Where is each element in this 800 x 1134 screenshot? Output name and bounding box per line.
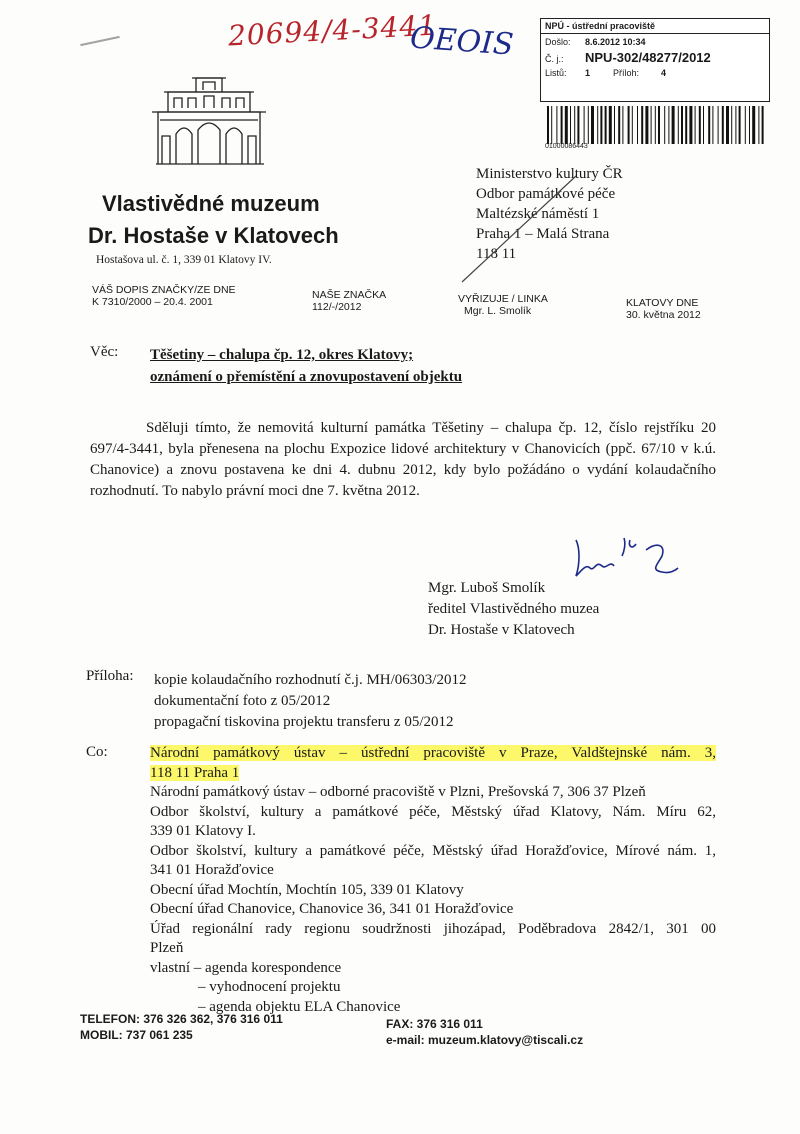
distribution-item: Obecní úřad Chanovice, Chanovice 36, 341 01 Horažďovice xyxy=(150,901,514,917)
subject-line1: Těšetiny – chalupa čp. 12, okres Klatovy; xyxy=(150,347,414,363)
recipient-line: Odbor památkové péče xyxy=(476,186,616,202)
footer-contact-phones xyxy=(80,1011,283,1043)
footer-mobile: MOBIL: 737 061 235 xyxy=(80,1028,193,1042)
attachment-item: propagační tiskovina projektu transferu z 05/2012 xyxy=(154,714,454,730)
distribution-item: vlastní – agenda korespondence xyxy=(150,959,342,976)
distribution-item: Odbor školství, kultury a památkové péče, Městský úřad Klatovy, Nám. Míru 62, xyxy=(150,803,716,820)
distribution-list xyxy=(150,744,716,1017)
attachments-list xyxy=(154,670,466,733)
signer-block xyxy=(428,578,599,641)
your-ref-field xyxy=(92,284,236,308)
distribution-item: Odbor školství, kultury a památkové péče, Městský úřad Horažďovice, Mírové nám. 1, xyxy=(150,842,716,859)
recipient-line: 118 11 xyxy=(476,246,517,262)
distribution-item: – vyhodnocení projektu xyxy=(198,979,341,995)
barcode xyxy=(545,106,767,144)
museum-address: Hostašova ul. č. 1, 339 01 Klatovy IV. xyxy=(96,254,272,266)
signer-title: Dr. Hostaše v Klatovech xyxy=(428,622,575,638)
recipient-line: Praha 1 – Malá Strana xyxy=(476,226,610,242)
attachment-item: kopie kolaudačního rozhodnutí č.j. MH/06303/2012 xyxy=(154,672,467,688)
handwritten-department: OEOIS xyxy=(408,20,515,63)
distribution-item-highlighted: 118 11 Praha 1 xyxy=(150,764,240,781)
letter-body: Sděluji tímto, že nemovitá kulturní památka Těšetiny – chalupa čp. 12, číslo rejstříku 20 697/4-3441, byla přenesena na plochu Expozice lidové architektury v Chanovicích (ppč. 67/10 v k.ú. Chanovice) a znovu postavena ke dni 4. dubnu 2012, kdy bylo požádáno o vydání kolaudačního rozhodnutí. To nabylo právní moci dne 7. května 2012. xyxy=(90,420,716,499)
signer-name: Mgr. Luboš Smolík xyxy=(428,580,546,596)
footer-phone: TELEFON: 376 326 362, 376 316 011 xyxy=(80,1012,283,1026)
registry-stamp xyxy=(540,18,770,102)
date-value: 30. května 2012 xyxy=(626,309,701,321)
distribution-item: – agenda objektu ELA Chanovice xyxy=(198,998,401,1015)
barcode-number: 01000086443 xyxy=(545,143,588,150)
stamp-received-value: 8.6.2012 10:34 xyxy=(585,37,646,47)
subject-line2: oznámení o přemístění a znovupostavení objektu xyxy=(150,369,463,385)
distribution-item: 341 01 Horažďovice xyxy=(150,862,274,878)
footer-email: e-mail: muzeum.klatovy@tiscali.cz xyxy=(386,1033,584,1047)
stamp-title: NPÚ - ústřední pracoviště xyxy=(541,19,769,34)
handled-by-value: Mgr. L. Smolík xyxy=(464,305,532,317)
handled-by-field xyxy=(458,293,548,317)
signer-title: ředitel Vlastivědného muzea xyxy=(428,601,600,617)
distribution-label: Co: xyxy=(86,744,108,760)
our-ref-field xyxy=(312,289,386,313)
attachments-label: Příloha: xyxy=(86,668,134,684)
distribution-item: Obecní úřad Mochtín, Mochtín 105, 339 01 Klatovy xyxy=(150,881,464,898)
recipient-line: Maltézské náměstí 1 xyxy=(476,206,600,222)
footer-contact-fax-email xyxy=(386,1016,583,1048)
distribution-item: Plzeň xyxy=(150,940,184,956)
distribution-item: Úřad regionální rady regionu soudržnosti jihozápad, Poděbradova 2842/1, 301 00 xyxy=(150,920,716,937)
our-ref-value: 112/-/2012 xyxy=(312,301,362,313)
date-field xyxy=(626,297,701,321)
distribution-item: 339 01 Klatovy I. xyxy=(150,823,256,839)
stamp-ref-value: NPU-302/48277/2012 xyxy=(585,50,711,65)
handwritten-reference: 20694/4-3441 xyxy=(227,8,438,53)
museum-name xyxy=(88,188,339,252)
recipient-line: Ministerstvo kultury ČR xyxy=(476,166,623,182)
handwritten-slash-mark xyxy=(458,174,578,284)
distribution-item: Národní památkový ústav – odborné pracoviště v Plzni, Prešovská 7, 306 37 Plzeň xyxy=(150,784,646,800)
museum-building-logo xyxy=(148,72,270,168)
handled-by-label: VYŘIZUJE / LINKA xyxy=(458,293,548,305)
subject xyxy=(150,344,462,388)
date-label: KLATOVY DNE xyxy=(626,297,699,309)
scan-mark xyxy=(80,36,120,46)
stamp-attachments-value: 4 xyxy=(661,68,667,78)
distribution-item-highlighted: Národní památkový ústav – ústřední pracoviště v Praze, Valdštejnské nám. 3, xyxy=(150,745,716,761)
your-ref-value: K 7310/2000 – 20.4. 2001 xyxy=(92,296,213,308)
stamp-sheets-label: Listů: xyxy=(545,68,567,78)
museum-name-line1: Vlastivědné muzeum xyxy=(102,191,320,216)
museum-name-line2: Dr. Hostaše v Klatovech xyxy=(88,223,339,248)
our-ref-label: NAŠE ZNAČKA xyxy=(312,289,387,301)
your-ref-label: VÁŠ DOPIS ZNAČKY/ZE DNE xyxy=(92,284,236,296)
stamp-attachments-label: Příloh: xyxy=(613,68,640,78)
footer-fax: FAX: 376 316 011 xyxy=(386,1017,483,1031)
stamp-sheets-value: 1 xyxy=(585,68,591,78)
stamp-received-label: Došlo: xyxy=(545,37,571,47)
stamp-ref-label: Č. j.: xyxy=(545,54,564,64)
attachment-item: dokumentační foto z 05/2012 xyxy=(154,693,331,709)
subject-label: Věc: xyxy=(90,344,119,360)
